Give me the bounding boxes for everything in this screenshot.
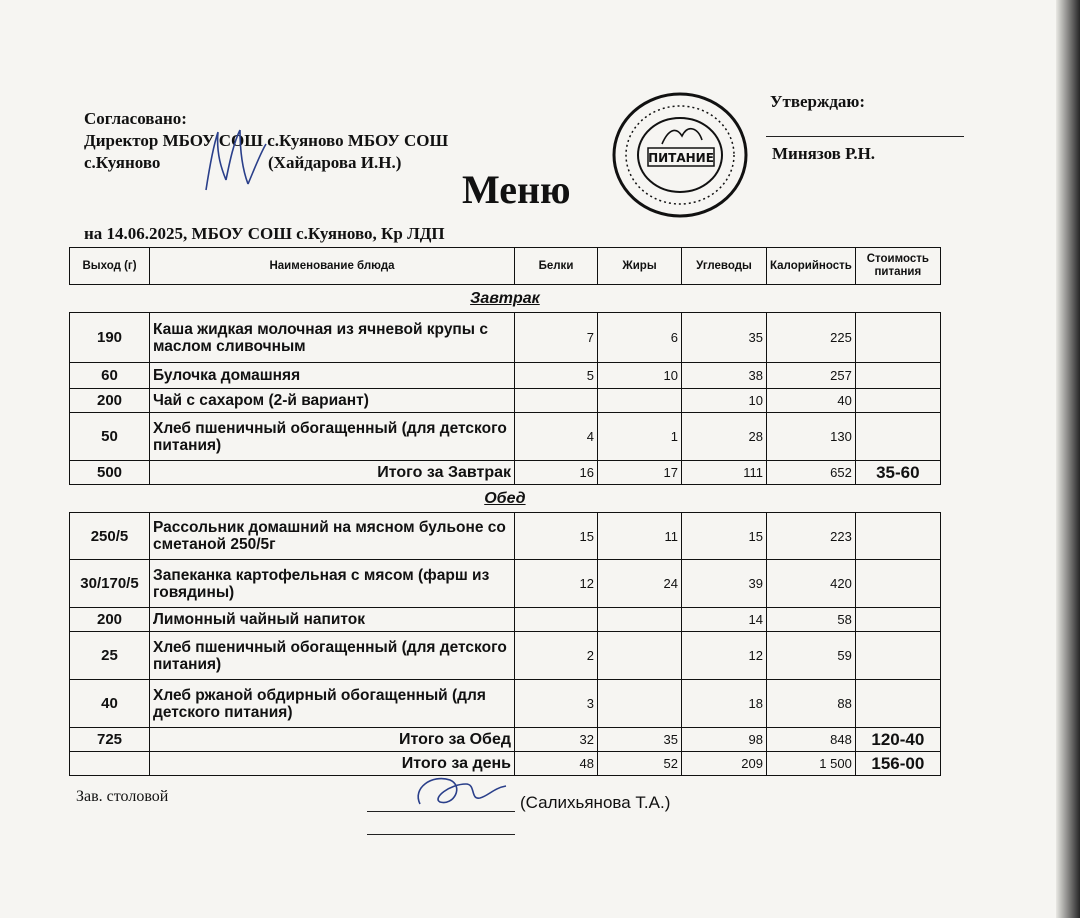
total-calories: 652 [767, 461, 856, 485]
day-total-cost: 156-00 [855, 752, 940, 776]
table-row [70, 313, 941, 363]
row-calories: 40 [767, 389, 856, 413]
row-carbs: 39 [682, 560, 767, 608]
row-yield: 200 [70, 608, 150, 632]
row-cost [855, 363, 940, 389]
row-calories: 88 [767, 680, 856, 728]
total-label: Итого за Завтрак [150, 461, 515, 485]
signature-line [367, 811, 515, 812]
row-yield: 190 [70, 313, 150, 363]
row-carbs: 28 [682, 413, 767, 461]
total-yield: 725 [70, 728, 150, 752]
row-calories: 59 [767, 632, 856, 680]
menu-subtitle: на 14.06.2025, МБОУ СОШ с.Куяново, Кр ЛДП [84, 224, 445, 243]
row-dish-name: Хлеб пшеничный обогащенный (для детского питания) [150, 632, 515, 680]
row-cost [855, 413, 940, 461]
row-cost [855, 680, 940, 728]
row-carbs: 12 [682, 632, 767, 680]
row-protein: 4 [515, 413, 598, 461]
row-calories: 130 [767, 413, 856, 461]
row-carbs: 14 [682, 608, 767, 632]
row-yield: 200 [70, 389, 150, 413]
menu-table [69, 247, 941, 776]
signature-line-2 [367, 834, 515, 835]
total-carbs: 111 [682, 461, 767, 485]
row-protein: 2 [515, 632, 598, 680]
agreed-label: Согласовано: [84, 109, 187, 128]
row-protein: 3 [515, 680, 598, 728]
section-label-breakfast: Завтрак [470, 289, 540, 307]
row-protein: 15 [515, 513, 598, 560]
row-dish-name: Чай с сахаром (2-й вариант) [150, 389, 515, 413]
row-fat: 1 [598, 413, 682, 461]
row-carbs: 38 [682, 363, 767, 389]
row-dish-name: Лимонный чайный напиток [150, 608, 515, 632]
row-protein: 7 [515, 313, 598, 363]
row-carbs: 15 [682, 513, 767, 560]
row-protein [515, 608, 598, 632]
row-dish-name: Булочка домашняя [150, 363, 515, 389]
row-fat: 6 [598, 313, 682, 363]
row-yield: 60 [70, 363, 150, 389]
total-label: Итого за Обед [150, 728, 515, 752]
approve-signature-line [766, 136, 964, 137]
canteen-head-label: Зав. столовой [76, 788, 169, 805]
total-protein: 16 [515, 461, 598, 485]
table-header-row [70, 248, 941, 285]
day-total-fat: 52 [598, 752, 682, 776]
total-yield: 500 [70, 461, 150, 485]
col-header-carbs: Углеводы [682, 248, 767, 285]
day-total-carbs: 209 [682, 752, 767, 776]
row-carbs: 10 [682, 389, 767, 413]
round-stamp [610, 90, 750, 220]
row-fat: 24 [598, 560, 682, 608]
row-dish-name: Рассольник домашний на мясном бульоне со сметаной 250/5г [150, 513, 515, 560]
row-yield: 250/5 [70, 513, 150, 560]
row-cost [855, 632, 940, 680]
row-cost [855, 560, 940, 608]
row-cost [855, 513, 940, 560]
stamp-text: ПИТАНИЕ [648, 151, 714, 165]
canteen-head-signature [410, 770, 510, 816]
row-fat: 10 [598, 363, 682, 389]
row-dish-name: Каша жидкая молочная из ячневой крупы с маслом сливочным [150, 313, 515, 363]
table-row [70, 389, 941, 413]
row-yield: 25 [70, 632, 150, 680]
row-fat [598, 680, 682, 728]
row-calories: 58 [767, 608, 856, 632]
col-header-cost: Стоимость питания [855, 248, 940, 285]
total-carbs: 98 [682, 728, 767, 752]
approver-name: Минязов Р.Н. [772, 144, 876, 163]
row-cost [855, 608, 940, 632]
table-row [70, 363, 941, 389]
director-line: Директор МБОУ СОШ с.Куяново МБОУ СОШ [84, 131, 449, 150]
row-calories: 223 [767, 513, 856, 560]
day-total-yield [70, 752, 150, 776]
total-protein: 32 [515, 728, 598, 752]
canteen-head-name: (Салихьянова Т.А.) [520, 793, 671, 812]
row-calories: 225 [767, 313, 856, 363]
col-header-yield: Выход (г) [70, 248, 150, 285]
day-total-protein: 48 [515, 752, 598, 776]
director-signature [196, 124, 272, 196]
row-fat [598, 389, 682, 413]
page-title: Меню [462, 167, 571, 212]
row-protein [515, 389, 598, 413]
row-protein: 5 [515, 363, 598, 389]
total-calories: 848 [767, 728, 856, 752]
col-header-fat: Жиры [598, 248, 682, 285]
row-cost [855, 389, 940, 413]
total-cost: 120-40 [855, 728, 940, 752]
table-row [70, 680, 941, 728]
row-fat [598, 632, 682, 680]
col-header-protein: Белки [515, 248, 598, 285]
row-yield: 50 [70, 413, 150, 461]
table-row [70, 560, 941, 608]
row-yield: 40 [70, 680, 150, 728]
section-label-lunch: Обед [484, 489, 526, 507]
lunch-total-row [70, 728, 941, 752]
total-fat: 35 [598, 728, 682, 752]
row-calories: 420 [767, 560, 856, 608]
day-total-label: Итого за день [150, 752, 515, 776]
director-place: с.Куяново [84, 153, 161, 172]
table-row [70, 632, 941, 680]
director-name: (Хайдарова И.Н.) [268, 153, 402, 172]
section-row-breakfast [70, 285, 941, 313]
total-fat: 17 [598, 461, 682, 485]
row-cost [855, 313, 940, 363]
row-fat: 11 [598, 513, 682, 560]
day-total-calories: 1 500 [767, 752, 856, 776]
row-carbs: 18 [682, 680, 767, 728]
row-dish-name: Хлеб пшеничный обогащенный (для детского питания) [150, 413, 515, 461]
table-row [70, 513, 941, 560]
row-dish-name: Хлеб ржаной обдирный обогащенный (для детского питания) [150, 680, 515, 728]
table-row [70, 608, 941, 632]
col-header-name: Наименование блюда [150, 248, 515, 285]
total-cost: 35-60 [855, 461, 940, 485]
approve-label: Утверждаю: [770, 92, 866, 111]
row-carbs: 35 [682, 313, 767, 363]
section-row-lunch [70, 485, 941, 513]
row-fat [598, 608, 682, 632]
table-row [70, 413, 941, 461]
col-header-calories: Калорийность [767, 248, 856, 285]
row-protein: 12 [515, 560, 598, 608]
row-dish-name: Запеканка картофельная с мясом (фарш из говядины) [150, 560, 515, 608]
scan-edge-shadow [1056, 0, 1080, 918]
row-calories: 257 [767, 363, 856, 389]
breakfast-total-row [70, 461, 941, 485]
row-yield: 30/170/5 [70, 560, 150, 608]
